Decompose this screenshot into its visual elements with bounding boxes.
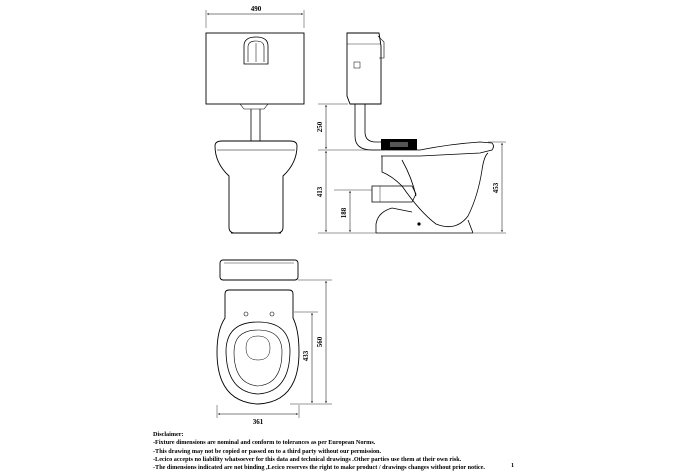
- front-pan-outline: [215, 141, 297, 233]
- side-view: [318, 33, 506, 233]
- plan-pan-outline: [217, 290, 299, 404]
- side-outlet-height-label: 188: [340, 207, 348, 219]
- disclaimer-line: -Fixture dimensions are nominal and conform to tolerances as per European Norms.: [153, 439, 376, 447]
- plan-seat-inner: [234, 330, 282, 386]
- disclaimer-line: -The dimensions indicated are not binding ,Lecico reserves the right to make product / drawings changes without prior notice.: [153, 464, 485, 472]
- plan-hinge-left: [244, 312, 248, 316]
- plan-pan-depth-label: 433: [302, 350, 310, 362]
- front-width-label: 490: [250, 5, 262, 13]
- side-flush-pipe-inner: [365, 104, 381, 142]
- disclaimer-title: Disclaimer:: [153, 431, 184, 438]
- plan-hinge-right: [270, 312, 274, 316]
- disclaimer-line: -This drawing may not be copied or passed on to a third party without our permission.: [153, 447, 382, 455]
- plan-width-label: 361: [252, 418, 264, 426]
- side-seat-hinge-highlight: [390, 142, 408, 147]
- disclaimer: [153, 431, 653, 472]
- front-cistern-bracket: [240, 104, 268, 109]
- side-pan-height-label: 413: [316, 186, 324, 198]
- side-outlet: [372, 186, 416, 202]
- plan-view: [217, 260, 332, 418]
- side-flush-pipe-outer: [355, 104, 381, 150]
- plan-bowl-opening: [246, 336, 270, 360]
- side-pan-foot: [376, 208, 473, 233]
- front-view: [206, 10, 304, 233]
- plan-depth-label: 560: [316, 336, 324, 348]
- side-cistern: [347, 33, 381, 104]
- side-cistern-button: [354, 62, 360, 68]
- side-fixing-bolt: [418, 223, 420, 225]
- front-cistern: [206, 33, 304, 104]
- side-bowl-body: [382, 153, 488, 227]
- page-number: 1: [511, 462, 515, 469]
- side-cistern-height-label: 250: [316, 121, 324, 133]
- plan-seat-outer: [226, 322, 290, 394]
- disclaimer-line: -Lecico accepts no liability whatsoever for this data and technical drawings .Other parties use them at their own risk.: [153, 455, 462, 463]
- side-total-height-label: 453: [492, 182, 500, 194]
